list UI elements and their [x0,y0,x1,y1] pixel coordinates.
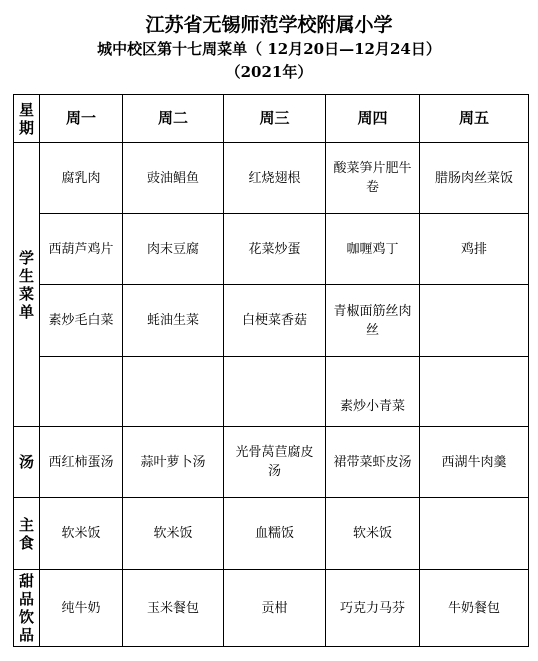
weekday-corner-label: 星期 [14,95,40,143]
dessert-cell: 纯牛奶 [40,570,123,647]
dish-cell: 肉末豆腐 [123,214,224,285]
dish-cell: 红烧翅根 [224,143,326,214]
weekly-menu-table [13,94,529,647]
dish-cell: 腊肠肉丝菜饭 [420,143,529,214]
dish-cell: 西葫芦鸡片 [40,214,123,285]
staple-cell [420,498,529,570]
table-row [14,285,529,357]
dish-cell: 咖喱鸡丁 [326,214,420,285]
school-title: 江苏省无锡师范学校附属小学 [145,14,393,36]
day-header: 周一 [40,95,123,143]
day-header: 周二 [123,95,224,143]
dish-cell: 素炒小青菜 [326,357,420,427]
dessert-cell: 巧克力马芬 [326,570,420,647]
staple-cell: 血糯饭 [224,498,326,570]
soup-label: 汤 [14,427,40,498]
soup-row [14,427,529,498]
day-header-row [14,95,529,143]
menu-year: （2021年） [225,63,313,81]
dish-cell [224,357,326,427]
table-row [14,214,529,285]
staple-cell: 软米饭 [123,498,224,570]
day-header: 周五 [420,95,529,143]
day-header: 周三 [224,95,326,143]
dessert-row [14,570,529,647]
dish-cell: 青椒面筋丝肉丝 [326,285,420,357]
table-row [14,357,529,427]
dish-cell: 酸菜笋片肥牛卷 [326,143,420,214]
soup-cell: 光骨莴苣腐皮汤 [224,427,326,498]
dish-cell: 豉油鲳鱼 [123,143,224,214]
dish-cell [40,357,123,427]
dish-cell [420,285,529,357]
day-header: 周四 [326,95,420,143]
dessert-cell: 贡柑 [224,570,326,647]
dessert-cell: 牛奶餐包 [420,570,529,647]
staple-cell: 软米饭 [40,498,123,570]
staple-cell: 软米饭 [326,498,420,570]
dish-cell: 花菜炒蛋 [224,214,326,285]
student-menu-label: 学生菜单 [14,143,40,427]
dish-cell: 鸡排 [420,214,529,285]
staple-label: 主食 [14,498,40,570]
dish-cell: 素炒毛白菜 [40,285,123,357]
dish-cell: 蚝油生菜 [123,285,224,357]
table-row [14,143,529,214]
staple-row [14,498,529,570]
soup-cell: 西湖牛肉羹 [420,427,529,498]
dish-cell [420,357,529,427]
dish-cell: 腐乳肉 [40,143,123,214]
menu-subtitle: 城中校区第十七周菜单（ 12月20日—12月24日） [97,40,441,58]
dessert-cell: 玉米餐包 [123,570,224,647]
dish-cell [123,357,224,427]
soup-cell: 西红柿蛋汤 [40,427,123,498]
soup-cell: 裙带菜虾皮汤 [326,427,420,498]
dish-cell: 白梗菜香菇 [224,285,326,357]
dessert-label: 甜品饮品 [14,570,40,647]
soup-cell: 蒜叶萝卜汤 [123,427,224,498]
